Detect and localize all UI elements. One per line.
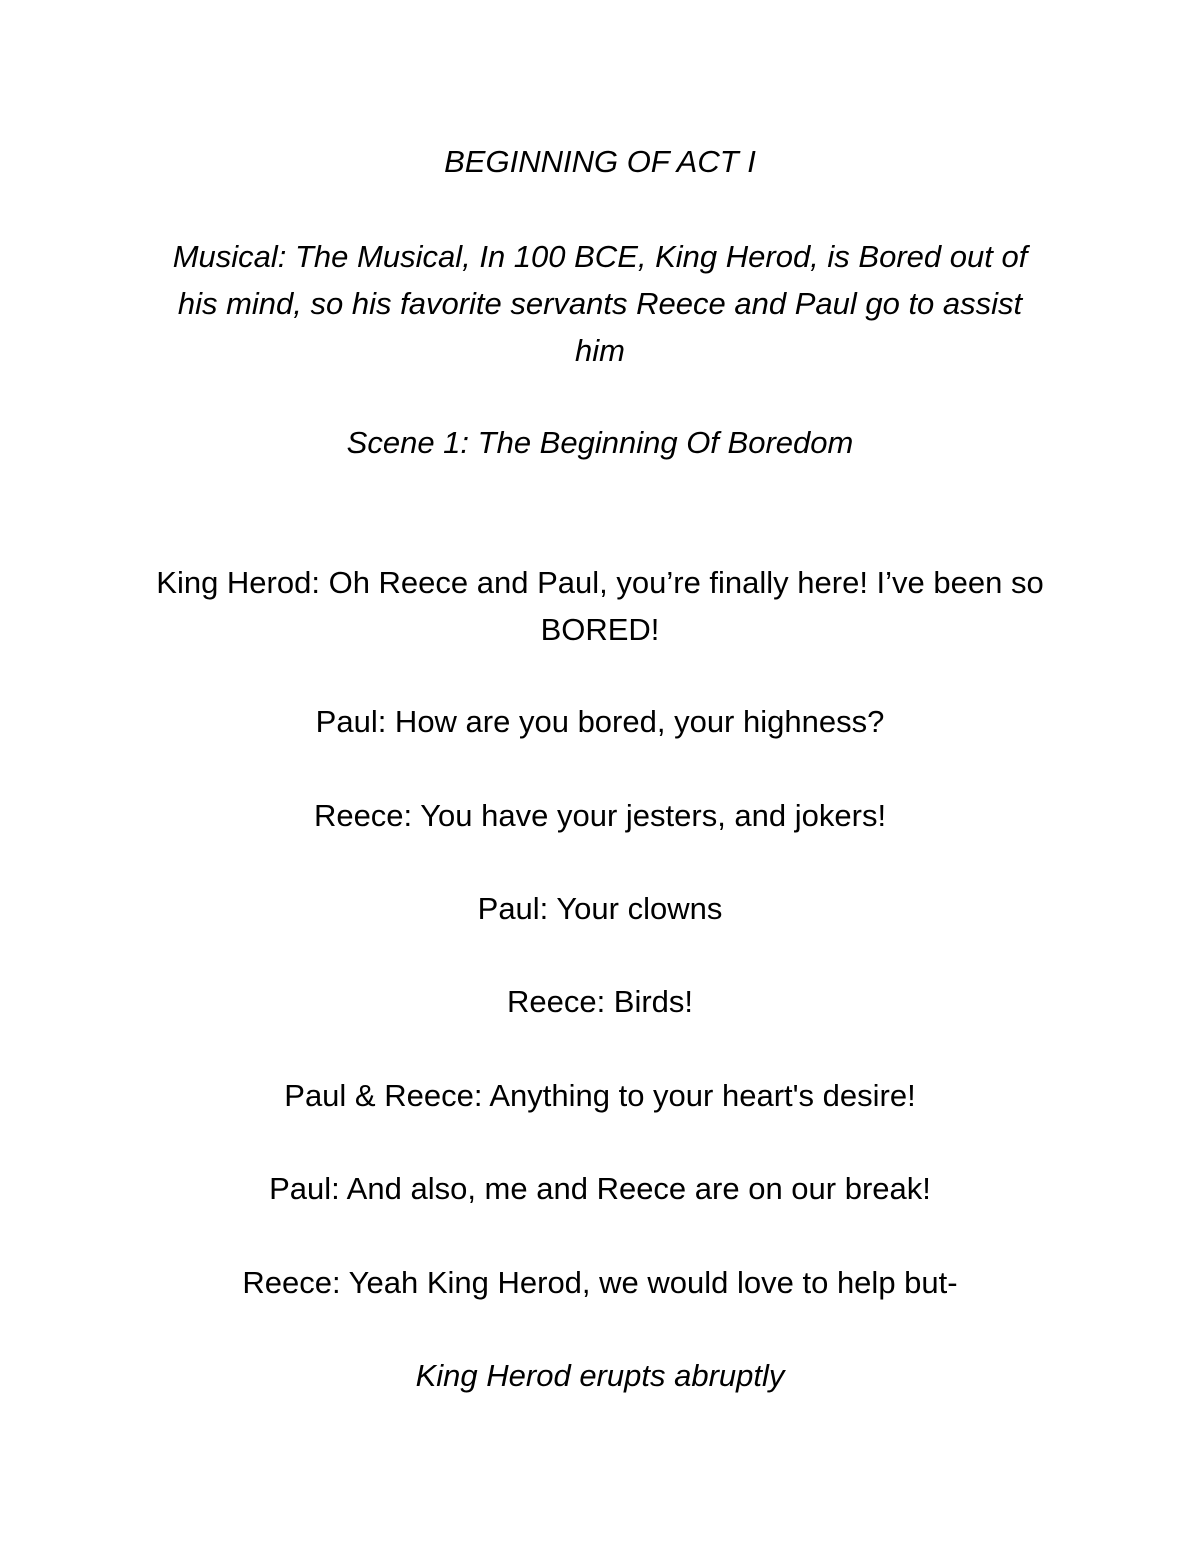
act-heading: BEGINNING OF ACT I [444, 144, 756, 179]
dialogue-line: Reece: Yeah King Herod, we would love to help but- [242, 1265, 958, 1300]
scene-title: Scene 1: The Beginning Of Boredom [346, 425, 854, 460]
dialogue-line: Paul: And also, me and Reece are on our break! [269, 1171, 931, 1206]
dialogue-line: Paul: Your clowns [477, 891, 723, 926]
dialogue-line: Paul & Reece: Anything to your heart's desire! [284, 1078, 916, 1113]
dialogue-line: Reece: You have your jesters, and jokers! [313, 798, 887, 833]
stage-direction: King Herod erupts abruptly [415, 1358, 785, 1393]
synopsis: Musical: The Musical, In 100 BCE, King Herod, is Bored out of his mind, so his favorite servants Reece and Paul go to assist him [172, 239, 1028, 368]
dialogue-line: King Herod: Oh Reece and Paul, you’re finally here! I’ve been so BORED! [156, 565, 1044, 647]
dialogue-line: Paul: How are you bored, your highness? [315, 704, 885, 739]
dialogue-line: Reece: Birds! [506, 984, 694, 1019]
